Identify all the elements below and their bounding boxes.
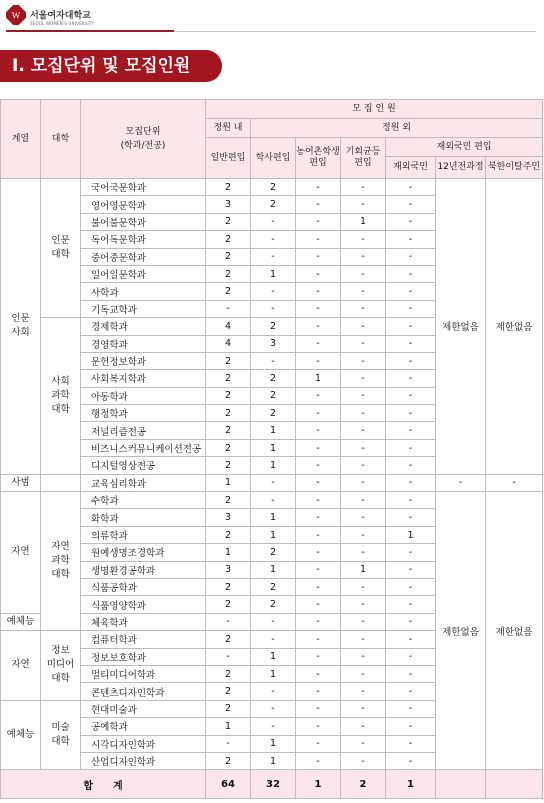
cell-equal: - xyxy=(341,665,386,682)
cell-overseas: - xyxy=(386,387,436,404)
cell-general: 2 xyxy=(206,248,251,265)
total-overseas-12yr xyxy=(436,770,486,799)
cell-overseas: - xyxy=(386,683,436,700)
group-daehak-info: 정보 미디어 대학 xyxy=(41,631,81,701)
cell-equal: - xyxy=(341,596,386,613)
cell-farm: - xyxy=(296,387,341,404)
cell-farm: - xyxy=(296,265,341,282)
cell-equal: - xyxy=(341,457,386,474)
cell-overseas: - xyxy=(386,578,436,595)
cell-overseas: - xyxy=(386,735,436,752)
cell-bachelor: 1 xyxy=(251,665,296,682)
cell-equal: - xyxy=(341,752,386,769)
cell-general: 4 xyxy=(206,318,251,335)
cell-bachelor: - xyxy=(251,352,296,369)
cell-defector-limit: 제한없음 xyxy=(486,492,543,770)
section-title: Ⅰ. 모집단위 및 모집인원 xyxy=(0,50,222,82)
cell-equal: - xyxy=(341,231,386,248)
cell-farm: - xyxy=(296,700,341,717)
cell-overseas: - xyxy=(386,665,436,682)
cell-general: 2 xyxy=(206,352,251,369)
cell-major: 사학과 xyxy=(81,283,206,300)
cell-farm: - xyxy=(296,509,341,526)
cell-major: 불어불문학과 xyxy=(81,213,206,230)
cell-equal: - xyxy=(341,335,386,352)
cell-overseas: - xyxy=(386,265,436,282)
cell-equal: - xyxy=(341,370,386,387)
group-daehak-inmun: 인문 대학 xyxy=(41,179,81,318)
cell-farm: - xyxy=(296,231,341,248)
cell-farm: - xyxy=(296,561,341,578)
recruitment-table xyxy=(0,99,543,799)
group-daehak-jayeon: 자연 과학 대학 xyxy=(41,492,81,631)
cell-major: 멀티미디어학과 xyxy=(81,665,206,682)
cell-bachelor: - xyxy=(251,474,296,491)
cell-overseas: - xyxy=(386,318,436,335)
cell-equal: - xyxy=(341,700,386,717)
header-defector: 북한이탈주민 xyxy=(486,157,543,179)
cell-farm: - xyxy=(296,439,341,456)
header-rule-accent xyxy=(6,30,174,32)
cell-major: 체육학과 xyxy=(81,613,206,630)
group-gyeyeol-jayeon-info: 자연 xyxy=(1,631,41,701)
group-gyeyeol-yechee-art: 예체능 xyxy=(1,700,41,770)
cell-bachelor: 1 xyxy=(251,422,296,439)
cell-major: 일어일문학과 xyxy=(81,265,206,282)
cell-bachelor: 1 xyxy=(251,509,296,526)
total-equal: 2 xyxy=(341,770,386,799)
cell-major: 화학과 xyxy=(81,509,206,526)
cell-general: 2 xyxy=(206,492,251,509)
cell-general: 2 xyxy=(206,683,251,700)
cell-overseas: - xyxy=(386,405,436,422)
cell-overseas: - xyxy=(386,457,436,474)
cell-equal: - xyxy=(341,300,386,317)
cell-farm: - xyxy=(296,196,341,213)
total-farm: 1 xyxy=(296,770,341,799)
cell-major: 중어중문학과 xyxy=(81,248,206,265)
cell-overseas: - xyxy=(386,700,436,717)
header-farm-line1: 농어촌학생 xyxy=(296,147,340,157)
cell-overseas: - xyxy=(386,474,436,491)
cell-bachelor: 1 xyxy=(251,561,296,578)
cell-general: 2 xyxy=(206,596,251,613)
group-daehak-art: 미술 대학 xyxy=(41,700,81,770)
cell-bachelor: - xyxy=(251,231,296,248)
cell-equal: - xyxy=(341,179,386,196)
cell-overseas: - xyxy=(386,231,436,248)
header-unit-label: 모집단위 xyxy=(125,126,161,137)
header-overseas-12yr: 12년전과정 xyxy=(436,157,486,179)
total-overseas: 1 xyxy=(386,770,436,799)
cell-equal: - xyxy=(341,422,386,439)
cell-equal: 1 xyxy=(341,213,386,230)
cell-farm: - xyxy=(296,300,341,317)
cell-general: 2 xyxy=(206,457,251,474)
group-gyeyeol-inmun-sahoe: 인문 사회 xyxy=(1,179,41,475)
logo-subtitle: SEOUL WOMEN'S UNIVERSITY xyxy=(30,21,95,26)
cell-equal: - xyxy=(341,578,386,595)
group-daehak-sabeom xyxy=(41,474,81,491)
university-logo xyxy=(2,2,95,30)
cell-bachelor: 1 xyxy=(251,752,296,769)
cell-overseas: - xyxy=(386,179,436,196)
cell-major: 아동학과 xyxy=(81,387,206,404)
cell-farm: - xyxy=(296,335,341,352)
cell-equal: - xyxy=(341,718,386,735)
total-bachelor: 32 xyxy=(251,770,296,799)
cell-major: 기독교학과 xyxy=(81,300,206,317)
cell-equal: - xyxy=(341,648,386,665)
cell-general: 2 xyxy=(206,265,251,282)
cell-bachelor: - xyxy=(251,213,296,230)
cell-equal: - xyxy=(341,283,386,300)
cell-overseas: - xyxy=(386,352,436,369)
cell-bachelor: - xyxy=(251,248,296,265)
total-general: 64 xyxy=(206,770,251,799)
cell-major: 콘텐츠디자인학과 xyxy=(81,683,206,700)
cell-farm: - xyxy=(296,752,341,769)
cell-bachelor: 1 xyxy=(251,265,296,282)
cell-overseas: 1 xyxy=(386,526,436,543)
cell-general: 2 xyxy=(206,700,251,717)
cell-farm: - xyxy=(296,735,341,752)
cell-general: 2 xyxy=(206,631,251,648)
cell-general: 2 xyxy=(206,213,251,230)
cell-overseas: - xyxy=(386,335,436,352)
cell-farm: 1 xyxy=(296,370,341,387)
total-row xyxy=(1,770,543,799)
cell-defector-limit: 제한없음 xyxy=(486,179,543,475)
cell-bachelor: 1 xyxy=(251,439,296,456)
cell-overseas: - xyxy=(386,492,436,509)
header-daehak: 대학 xyxy=(41,100,81,179)
cell-bachelor: - xyxy=(251,718,296,735)
cell-equal: - xyxy=(341,265,386,282)
cell-general: 2 xyxy=(206,526,251,543)
cell-major: 경영학과 xyxy=(81,335,206,352)
cell-general: - xyxy=(206,300,251,317)
cell-general: 2 xyxy=(206,422,251,439)
cell-farm: - xyxy=(296,631,341,648)
cell-bachelor: 2 xyxy=(251,179,296,196)
table-row xyxy=(1,179,543,196)
cell-general: - xyxy=(206,648,251,665)
cell-major: 사회복지학과 xyxy=(81,370,206,387)
header-bachelor: 학사편입 xyxy=(251,138,296,179)
cell-major: 교육심리학과 xyxy=(81,474,206,491)
cell-major: 원예생명조경학과 xyxy=(81,544,206,561)
cell-general: 2 xyxy=(206,578,251,595)
cell-farm: - xyxy=(296,405,341,422)
group-daehak-sahoe: 사회 과학 대학 xyxy=(41,318,81,475)
total-defector xyxy=(486,770,543,799)
cell-equal: - xyxy=(341,509,386,526)
cell-overseas: - xyxy=(386,213,436,230)
cell-general: 2 xyxy=(206,231,251,248)
cell-general: 1 xyxy=(206,474,251,491)
cell-bachelor: 2 xyxy=(251,596,296,613)
cell-bachelor: 1 xyxy=(251,457,296,474)
cell-general: 3 xyxy=(206,196,251,213)
group-gyeyeol-jayeon: 자연 xyxy=(1,492,41,614)
header-unit xyxy=(81,100,206,179)
header-unit-sub: (학과/전공) xyxy=(120,140,166,151)
cell-major: 공예학과 xyxy=(81,718,206,735)
cell-major: 컴퓨터학과 xyxy=(81,631,206,648)
cell-equal: 1 xyxy=(341,561,386,578)
cell-bachelor: 2 xyxy=(251,318,296,335)
cell-general: 4 xyxy=(206,335,251,352)
header-general: 일반편입 xyxy=(206,138,251,179)
cell-overseas: - xyxy=(386,370,436,387)
table-row xyxy=(1,474,543,491)
cell-general: 2 xyxy=(206,179,251,196)
header-equal-line1: 기회균등 xyxy=(345,147,381,157)
cell-equal: - xyxy=(341,318,386,335)
cell-general: 2 xyxy=(206,665,251,682)
cell-major: 식품공학과 xyxy=(81,578,206,595)
cell-bachelor: 2 xyxy=(251,544,296,561)
cell-major: 경제학과 xyxy=(81,318,206,335)
cell-major: 시각디자인학과 xyxy=(81,735,206,752)
cell-bachelor: 2 xyxy=(251,578,296,595)
cell-overseas-12yr-limit: 제한없음 xyxy=(436,492,486,770)
cell-major: 행정학과 xyxy=(81,405,206,422)
cell-overseas: - xyxy=(386,631,436,648)
cell-equal: - xyxy=(341,544,386,561)
cell-bachelor: 2 xyxy=(251,196,296,213)
cell-overseas: - xyxy=(386,613,436,630)
cell-bachelor: - xyxy=(251,631,296,648)
cell-bachelor: - xyxy=(251,683,296,700)
cell-equal: - xyxy=(341,196,386,213)
cell-bachelor: 1 xyxy=(251,526,296,543)
group-gyeyeol-sabeom: 사범 xyxy=(1,474,41,491)
header-overseas: 재외국민 편입 xyxy=(386,138,543,157)
table-row xyxy=(1,492,543,509)
cell-overseas: - xyxy=(386,544,436,561)
cell-general: 3 xyxy=(206,561,251,578)
cell-overseas: - xyxy=(386,300,436,317)
cell-overseas: - xyxy=(386,648,436,665)
cell-major: 문헌정보학과 xyxy=(81,352,206,369)
cell-general: 2 xyxy=(206,439,251,456)
cell-equal: - xyxy=(341,248,386,265)
header-mojib-inwon: 모 집 인 원 xyxy=(206,100,543,119)
cell-farm: - xyxy=(296,283,341,300)
cell-equal: - xyxy=(341,683,386,700)
cell-bachelor: 1 xyxy=(251,735,296,752)
cell-farm: - xyxy=(296,613,341,630)
cell-major: 국어국문학과 xyxy=(81,179,206,196)
header-quota-out: 정원 외 xyxy=(251,119,543,138)
cell-general: - xyxy=(206,735,251,752)
cell-major: 식품영양학과 xyxy=(81,596,206,613)
cell-overseas: - xyxy=(386,561,436,578)
cell-equal: - xyxy=(341,352,386,369)
header-equal xyxy=(341,138,386,179)
cell-bachelor: 2 xyxy=(251,405,296,422)
cell-equal: - xyxy=(341,492,386,509)
cell-major: 영어영문학과 xyxy=(81,196,206,213)
header-quota-in: 정원 내 xyxy=(206,119,251,138)
cell-bachelor: - xyxy=(251,283,296,300)
cell-overseas: - xyxy=(386,196,436,213)
cell-general: 1 xyxy=(206,544,251,561)
cell-bachelor: - xyxy=(251,492,296,509)
cell-general: 2 xyxy=(206,283,251,300)
table-body xyxy=(1,179,543,770)
cell-overseas: - xyxy=(386,422,436,439)
header-farm xyxy=(296,138,341,179)
cell-bachelor: 3 xyxy=(251,335,296,352)
header-overseas-citizen: 재외국민 xyxy=(386,157,436,179)
cell-major: 독어독문학과 xyxy=(81,231,206,248)
cell-overseas: - xyxy=(386,596,436,613)
cell-overseas: - xyxy=(386,283,436,300)
cell-farm: - xyxy=(296,179,341,196)
logo-mark-icon xyxy=(6,5,26,25)
cell-farm: - xyxy=(296,683,341,700)
cell-general: 2 xyxy=(206,752,251,769)
cell-farm: - xyxy=(296,596,341,613)
cell-farm: - xyxy=(296,578,341,595)
cell-bachelor: 1 xyxy=(251,648,296,665)
total-label: 합 계 xyxy=(1,770,206,799)
cell-equal: - xyxy=(341,439,386,456)
cell-major: 디지털영상전공 xyxy=(81,457,206,474)
cell-overseas: - xyxy=(386,439,436,456)
cell-farm: - xyxy=(296,665,341,682)
cell-farm: - xyxy=(296,213,341,230)
cell-bachelor: - xyxy=(251,700,296,717)
header-farm-line2: 편입 xyxy=(309,158,327,168)
cell-major: 수학과 xyxy=(81,492,206,509)
cell-equal: - xyxy=(341,474,386,491)
cell-farm: - xyxy=(296,492,341,509)
cell-equal: - xyxy=(341,735,386,752)
cell-equal: - xyxy=(341,526,386,543)
cell-general: 2 xyxy=(206,387,251,404)
cell-farm: - xyxy=(296,474,341,491)
cell-major: 산업디자인학과 xyxy=(81,752,206,769)
cell-equal: - xyxy=(341,613,386,630)
cell-equal: - xyxy=(341,387,386,404)
cell-bachelor: 2 xyxy=(251,370,296,387)
cell-overseas-12yr-limit: 제한없음 xyxy=(436,179,486,475)
cell-overseas: - xyxy=(386,752,436,769)
logo-name: 서울여자대학교 xyxy=(30,11,91,21)
cell-farm: - xyxy=(296,544,341,561)
cell-farm: - xyxy=(296,352,341,369)
cell-general: 3 xyxy=(206,509,251,526)
cell-major: 저널리즘전공 xyxy=(81,422,206,439)
cell-farm: - xyxy=(296,526,341,543)
cell-farm: - xyxy=(296,422,341,439)
cell-major: 현대미술과 xyxy=(81,700,206,717)
svg-text:W: W xyxy=(11,10,21,21)
cell-defector: - xyxy=(486,474,543,491)
cell-major: 의류학과 xyxy=(81,526,206,543)
cell-farm: - xyxy=(296,248,341,265)
header-gyeyeol: 계열 xyxy=(1,100,41,179)
cell-equal: - xyxy=(341,631,386,648)
cell-overseas: - xyxy=(386,509,436,526)
cell-general: - xyxy=(206,613,251,630)
cell-major: 비즈니스커뮤니케이션전공 xyxy=(81,439,206,456)
cell-major: 정보보호학과 xyxy=(81,648,206,665)
cell-major: 생명환경공학과 xyxy=(81,561,206,578)
cell-overseas: - xyxy=(386,248,436,265)
cell-general: 1 xyxy=(206,718,251,735)
cell-overseas-12yr: - xyxy=(436,474,486,491)
cell-overseas: - xyxy=(386,718,436,735)
header-equal-line2: 편입 xyxy=(354,158,372,168)
cell-farm: - xyxy=(296,318,341,335)
cell-general: 2 xyxy=(206,370,251,387)
cell-general: 2 xyxy=(206,405,251,422)
cell-farm: - xyxy=(296,648,341,665)
group-gyeyeol-yechee: 예체능 xyxy=(1,613,41,630)
cell-bachelor: 2 xyxy=(251,387,296,404)
cell-farm: - xyxy=(296,718,341,735)
cell-bachelor: - xyxy=(251,300,296,317)
cell-farm: - xyxy=(296,457,341,474)
cell-equal: - xyxy=(341,405,386,422)
cell-bachelor: - xyxy=(251,613,296,630)
